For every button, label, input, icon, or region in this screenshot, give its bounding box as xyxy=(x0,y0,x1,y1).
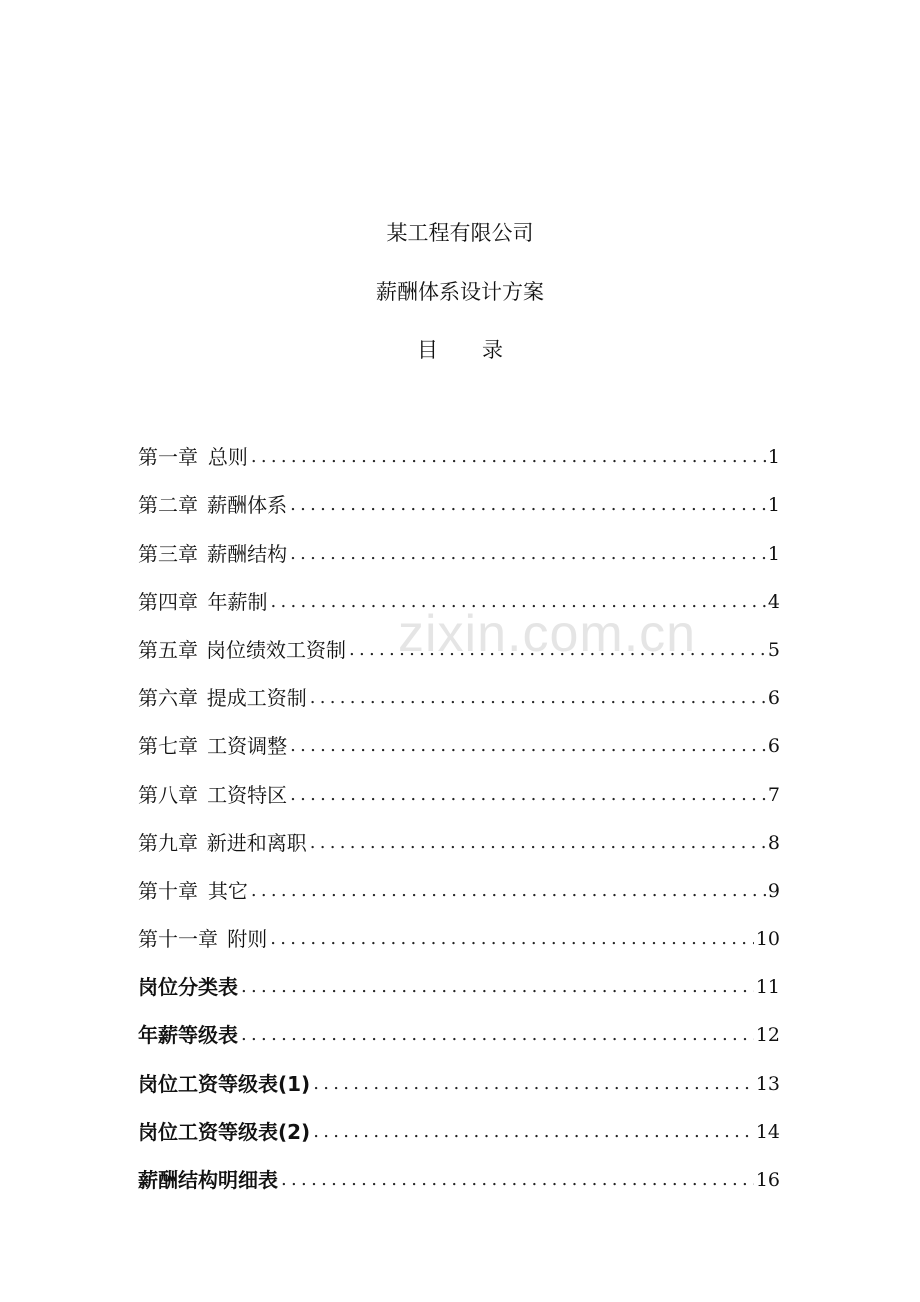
company-name: 某工程有限公司 xyxy=(386,221,534,245)
toc-entry[interactable] xyxy=(138,711,780,759)
toc-title: 工资调整 xyxy=(207,734,288,759)
plan-title: 薪酬体系设计方案 xyxy=(376,280,544,304)
toc-leader-dots xyxy=(267,589,765,615)
toc-heading-left: 目 xyxy=(417,338,438,362)
table-of-contents xyxy=(138,422,780,1193)
toc-leader-dots xyxy=(267,926,754,952)
toc-entry[interactable] xyxy=(138,663,780,711)
toc-page-number: 4 xyxy=(767,590,780,613)
toc-page-number: 6 xyxy=(767,687,780,710)
toc-chapter-number: 第五章 xyxy=(138,637,198,662)
toc-chapter-number: 第七章 xyxy=(138,734,198,759)
toc-chapter-number: 第十章 xyxy=(138,878,198,903)
toc-entry[interactable] xyxy=(138,808,780,856)
toc-title: 附则 xyxy=(227,927,268,952)
toc-page-number: 5 xyxy=(767,638,780,661)
toc-entry[interactable] xyxy=(138,1097,780,1145)
toc-chapter-number: 第十一章 xyxy=(138,927,218,952)
watermark: zixin.com.cn xyxy=(398,605,697,663)
toc-page-number: 16 xyxy=(755,1169,780,1191)
toc-leader-dots xyxy=(287,733,766,759)
toc-leader-dots xyxy=(346,637,766,663)
toc-leader-dots xyxy=(248,878,766,904)
toc-title: 岗位绩效工资制 xyxy=(205,637,346,662)
toc-title: 岗位分类表 xyxy=(138,975,238,1000)
toc-page-number: 1 xyxy=(767,446,780,469)
toc-heading-right: 录 xyxy=(482,338,503,362)
toc-title: 岗位工资等级表(1) xyxy=(138,1071,311,1096)
toc-entry[interactable] xyxy=(138,904,780,952)
toc-entry[interactable] xyxy=(138,470,780,518)
toc-page-number: 6 xyxy=(767,735,780,758)
toc-title: 提成工资制 xyxy=(206,686,307,711)
toc-leader-dots xyxy=(310,1119,754,1145)
toc-entry[interactable] xyxy=(138,1145,780,1193)
toc-chapter-number: 第二章 xyxy=(138,493,198,518)
toc-page-number: 13 xyxy=(755,1072,780,1095)
toc-entry[interactable] xyxy=(138,615,780,663)
toc-chapter-number: 第八章 xyxy=(138,782,198,807)
toc-leader-dots xyxy=(307,685,766,711)
toc-chapter-number: 第四章 xyxy=(138,589,198,614)
toc-page-number: 12 xyxy=(755,1024,780,1047)
toc-leader-dots xyxy=(248,444,766,470)
toc-leader-dots xyxy=(310,1071,754,1097)
toc-page-number: 8 xyxy=(767,831,780,854)
toc-entry[interactable] xyxy=(138,518,780,566)
toc-entry[interactable] xyxy=(138,567,780,615)
toc-page-number: 7 xyxy=(767,783,780,806)
toc-title: 年薪制 xyxy=(207,589,268,614)
toc-chapter-number: 第三章 xyxy=(138,541,198,566)
toc-entry[interactable] xyxy=(138,759,780,807)
toc-page-number: 1 xyxy=(767,494,780,517)
toc-page-number: 14 xyxy=(755,1120,780,1143)
toc-chapter-number: 第一章 xyxy=(138,445,198,470)
toc-title: 总则 xyxy=(207,445,248,470)
toc-page-number: 9 xyxy=(767,879,780,902)
toc-entry[interactable] xyxy=(138,422,780,470)
toc-title: 新进和离职 xyxy=(206,830,307,855)
toc-leader-dots xyxy=(307,830,766,856)
toc-leader-dots xyxy=(238,974,754,1000)
toc-leader-dots xyxy=(287,782,766,808)
toc-title: 薪酬结构 xyxy=(207,541,288,566)
toc-leader-dots xyxy=(287,541,766,567)
toc-leader-dots xyxy=(238,1022,754,1048)
toc-title: 工资特区 xyxy=(207,782,288,807)
toc-page-number: 1 xyxy=(767,542,780,565)
toc-title: 年薪等级表 xyxy=(138,1023,238,1048)
toc-entry[interactable] xyxy=(138,856,780,904)
toc-entry[interactable] xyxy=(138,1000,780,1048)
toc-leader-dots xyxy=(278,1167,754,1193)
toc-chapter-number: 第九章 xyxy=(138,830,198,855)
toc-entry[interactable] xyxy=(138,1048,780,1096)
toc-title: 薪酬体系 xyxy=(207,493,288,518)
toc-title: 其它 xyxy=(207,878,248,903)
toc-heading xyxy=(0,336,920,364)
toc-title: 岗位工资等级表(2) xyxy=(138,1119,311,1144)
toc-page-number: 11 xyxy=(755,976,780,999)
toc-entry[interactable] xyxy=(138,952,780,1000)
toc-chapter-number: 第六章 xyxy=(138,686,198,711)
toc-leader-dots xyxy=(287,492,766,518)
toc-page-number: 10 xyxy=(755,928,780,951)
toc-title: 薪酬结构明细表 xyxy=(138,1168,278,1192)
